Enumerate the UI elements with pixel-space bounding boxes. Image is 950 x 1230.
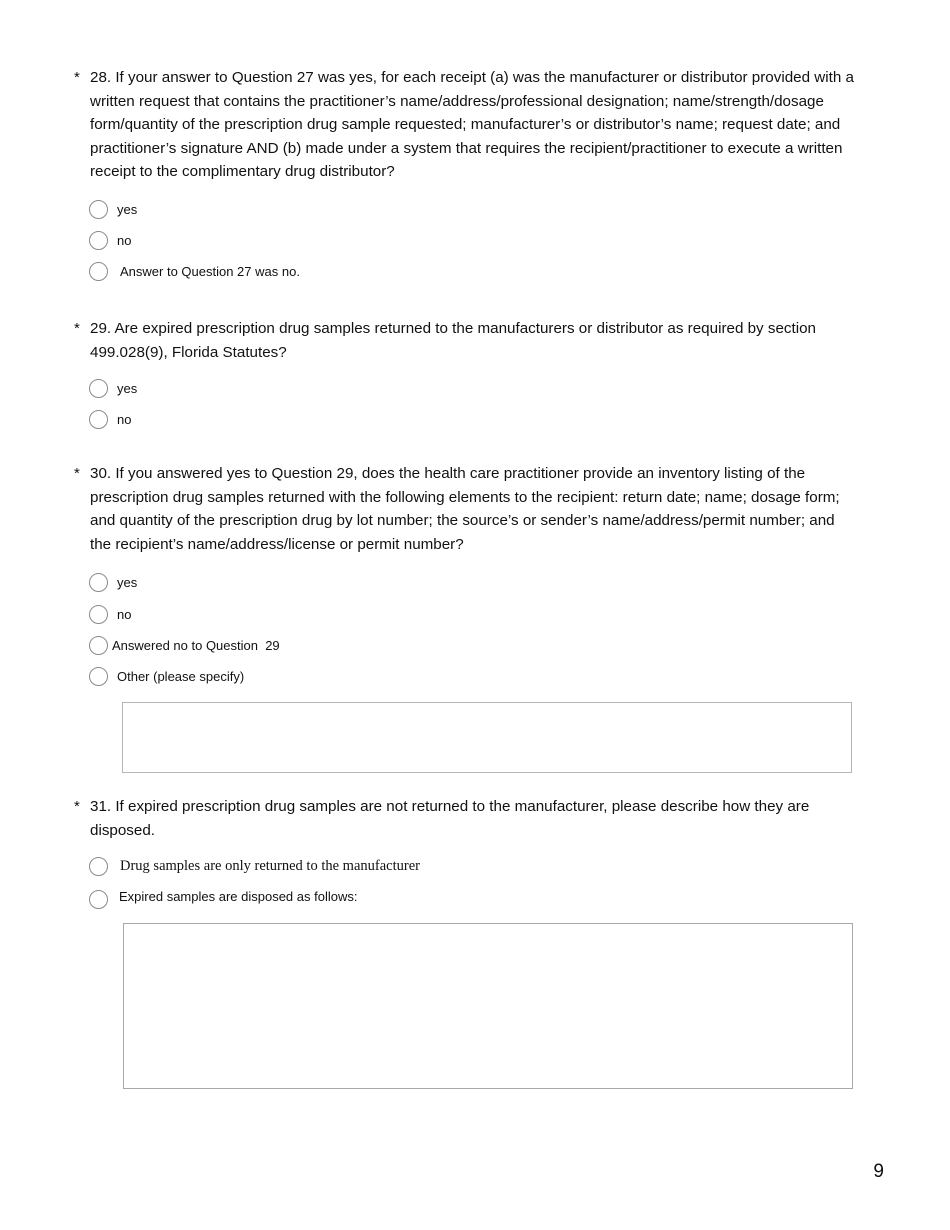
q30-option-other[interactable] — [89, 665, 244, 687]
radio-button[interactable] — [89, 200, 108, 219]
option-label: yes — [117, 201, 138, 217]
question-31-text: 31. If expired prescription drug samples are not returned to the manufacturer, please describe how they are disposed. — [90, 798, 810, 839]
q30-option-no[interactable] — [89, 603, 131, 625]
option-label: yes — [117, 380, 138, 396]
question-30-text: 30. If you answered yes to Question 29, does the health care practitioner provide an inventory listing of the prescription drug samples returned with the following elements to the recipient: return date; name; dosage form; and quantity of the prescription drug by lot number; the source’s or sender’s name/address/permit number; and the recipient’s name/address/license or permit number? — [90, 465, 840, 553]
option-label: Other (please specify) — [117, 668, 245, 684]
option-label: no — [117, 411, 132, 427]
question-30 — [74, 462, 854, 556]
question-31 — [74, 795, 854, 842]
option-label: yes — [117, 574, 138, 590]
radio-button[interactable] — [89, 379, 108, 398]
q28-option-yes[interactable] — [89, 198, 137, 220]
radio-button[interactable] — [89, 667, 108, 686]
q31-option-disposed-as-follows[interactable] — [89, 888, 357, 910]
radio-button[interactable] — [89, 605, 108, 624]
option-label: Answered no to Question 29 — [112, 637, 280, 653]
question-28 — [74, 66, 854, 184]
option-label: Expired samples are disposed as follows: — [119, 888, 358, 904]
option-label: Drug samples are only returned to the manufacturer — [120, 857, 420, 874]
q29-option-yes[interactable] — [89, 377, 137, 399]
q30-other-text-field[interactable] — [122, 702, 852, 773]
question-29-text: 29. Are expired prescription drug samples returned to the manufacturers or distributor as required by section 499.028(9), Florida Statutes? — [90, 320, 816, 361]
radio-button[interactable] — [89, 410, 108, 429]
option-label: no — [117, 606, 132, 622]
required-marker: * — [74, 798, 80, 815]
question-28-text: 28. If your answer to Question 27 was yes, for each receipt (a) was the manufacturer or distributor provided with a written request that contains the practitioner’s name/address/professional designation; name/strength/dosage form/quantity of the prescription drug sample requested; manufacturer’s or distributor’s name; request date; and practitioner’s signature AND (b) made under a system that requires the recipient/practitioner to execute a written receipt to the complimentary drug distributor? — [90, 69, 854, 181]
radio-button[interactable] — [89, 636, 108, 655]
q31-option-only-returned[interactable] — [89, 855, 420, 877]
q28-option-no[interactable] — [89, 229, 131, 251]
option-label: Answer to Question 27 was no. — [120, 263, 300, 279]
q29-option-no[interactable] — [89, 408, 131, 430]
q31-disposal-text-field[interactable] — [123, 923, 853, 1089]
q30-option-yes[interactable] — [89, 571, 137, 593]
radio-button[interactable] — [89, 857, 108, 876]
q28-option-answer-27-no[interactable] — [89, 260, 300, 282]
radio-button[interactable] — [89, 573, 108, 592]
required-marker: * — [74, 320, 80, 337]
radio-button[interactable] — [89, 890, 108, 909]
option-label: no — [117, 232, 132, 248]
page-number: 9 — [873, 1161, 884, 1182]
q30-option-answered-no-29[interactable] — [89, 634, 280, 656]
radio-button[interactable] — [89, 262, 108, 281]
question-29 — [74, 317, 854, 364]
required-marker: * — [74, 465, 80, 482]
required-marker: * — [74, 69, 80, 86]
radio-button[interactable] — [89, 231, 108, 250]
